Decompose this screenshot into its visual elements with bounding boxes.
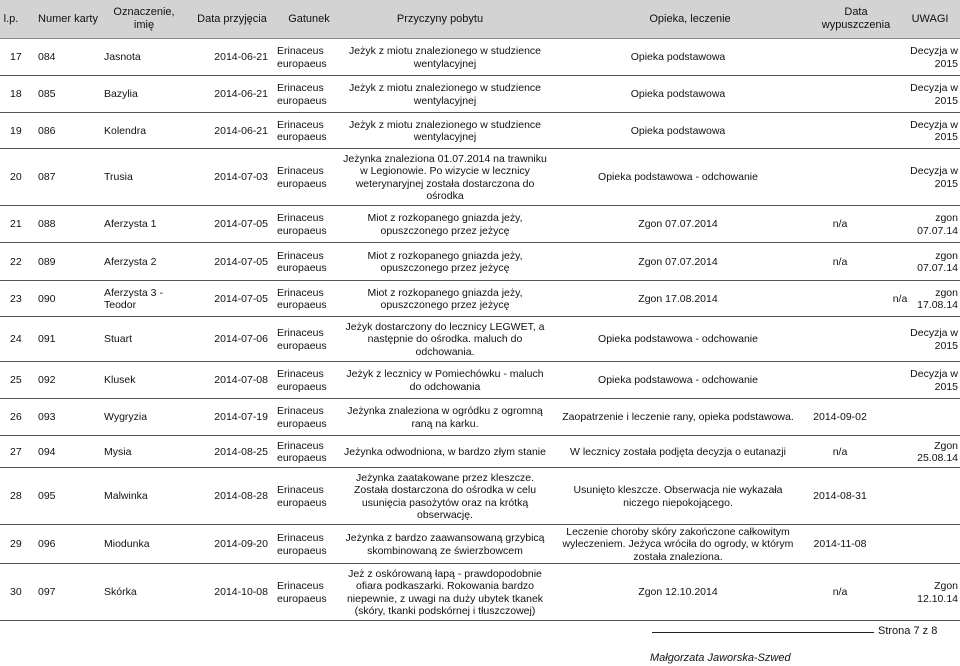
cell-przyczyny: Miot z rozkopanego gniazda jeży, opuszczonego przez jeżycę	[367, 286, 523, 311]
table-row	[0, 564, 960, 621]
cell-opieka: W lecznicy została podjęta decyzja o eutanazji	[570, 445, 786, 458]
cell-przyczyny: Jeżyk z miotu znalezionego w studzience wentylacyjnej	[348, 82, 541, 107]
cell-gatunek: Erinaceus europaeus	[277, 286, 327, 311]
cell-imie: Stuart	[104, 333, 133, 346]
cell-lp: 29	[10, 538, 22, 551]
table-row	[0, 362, 960, 399]
cell-przyczyny: Jeżynka odwodniona, w bardzo złym stanie	[344, 445, 546, 458]
table-row	[0, 206, 960, 243]
cell-numer: 087	[38, 171, 56, 184]
table-row	[0, 113, 960, 149]
cell-uwagi: zgon 17.08.14	[917, 286, 958, 311]
cell-numer: 086	[38, 124, 56, 137]
table-row	[0, 317, 960, 362]
cell-data-wyp	[800, 149, 880, 206]
cell-imie: Bazylia	[104, 88, 138, 101]
cell-lp: 30	[10, 586, 22, 599]
cell-gatunek: Erinaceus europaeus	[277, 580, 327, 605]
cell-przyczyny: Jeżynka z bardzo zaawansowaną grzybicą skombinowaną ze świerzbowcem	[345, 532, 545, 557]
cell-opieka: Opieka podstawowa	[630, 51, 726, 64]
header-przyczyny: Przyczyny pobytu	[396, 12, 484, 25]
cell-lp: 22	[10, 255, 22, 268]
cell-lp: 23	[10, 292, 22, 305]
cell-numer: 088	[38, 218, 56, 231]
cell-data-wyp: n/a	[832, 586, 848, 599]
cell-uwagi: Zgon 12.10.14	[917, 580, 958, 605]
cell-opieka: Opieka podstawowa - odchowanie	[598, 333, 758, 346]
cell-gatunek: Erinaceus europaeus	[277, 439, 327, 464]
table-row	[0, 436, 960, 468]
cell-lp: 19	[10, 124, 22, 137]
cell-imie: Wygryzia	[104, 411, 148, 424]
cell-gatunek: Erinaceus europaeus	[277, 249, 327, 274]
header-lp: l.p.	[3, 12, 19, 25]
cell-data: 2014-09-20	[214, 538, 268, 551]
cell-data: 2014-10-08	[214, 586, 268, 599]
cell-uwagi: zgon 07.07.14	[917, 249, 958, 274]
cell-data-wyp: 2014-11-08	[813, 538, 867, 551]
cell-opieka: Opieka podstawowa	[630, 124, 726, 137]
cell-przyczyny: Jeżyk z miotu znalezionego w studzience wentylacyjnej	[348, 45, 541, 70]
table-row	[0, 399, 960, 436]
cell-lp: 18	[10, 88, 22, 101]
cell-imie: Aferzysta 1	[104, 218, 157, 231]
cell-numer: 090	[38, 292, 56, 305]
header-numer: Numer karty	[38, 12, 98, 25]
footer-rule	[652, 632, 874, 633]
cell-gatunek: Erinaceus europaeus	[277, 45, 327, 70]
cell-imie: Trusia	[104, 171, 133, 184]
cell-data: 2014-07-05	[214, 218, 268, 231]
cell-opieka: Zgon 07.07.2014	[638, 255, 718, 268]
cell-opieka: Zgon 17.08.2014	[638, 292, 718, 305]
cell-przyczyny: Jeżyk z miotu znalezionego w studzience wentylacyjnej	[348, 118, 541, 143]
cell-lp: 24	[10, 333, 22, 346]
cell-lp: 27	[10, 445, 22, 458]
cell-gatunek: Erinaceus europaeus	[277, 327, 327, 352]
cell-przyczyny: Jeżynka znaleziona w ogródku z ogromną raną na karku.	[347, 405, 543, 430]
cell-data: 2014-07-19	[214, 411, 268, 424]
cell-data-wyp	[800, 39, 880, 76]
header-data-wyp: Data wypuszczenia	[821, 6, 891, 31]
cell-przyczyny: Miot z rozkopanego gniazda jeży, opuszczonego przez jeżycę	[367, 212, 523, 237]
cell-gatunek: Erinaceus europaeus	[277, 118, 327, 143]
table-row	[0, 39, 960, 76]
cell-gatunek: Erinaceus europaeus	[277, 368, 327, 393]
table-header	[0, 0, 960, 39]
cell-imie: Klusek	[104, 374, 136, 387]
cell-numer: 084	[38, 51, 56, 64]
cell-uwagi: Decyzja w 2015	[910, 82, 958, 107]
header-gatunek: Gatunek	[288, 12, 330, 25]
cell-przyczyny: Jeżynka znaleziona 01.07.2014 na trawniku w Legionowie. Po wizycie w lecznicy weterynaryjnej została dostarczona do ośrodka	[343, 152, 547, 202]
cell-gatunek: Erinaceus europaeus	[277, 82, 327, 107]
header-opieka: Opieka, leczenie	[649, 12, 731, 25]
cell-data-wyp: n/a	[832, 255, 848, 268]
cell-data-wyp: 2014-09-02	[813, 411, 867, 424]
cell-data-wyp: n/a	[892, 292, 908, 305]
cell-uwagi: Zgon 25.08.14	[917, 439, 958, 464]
cell-imie: Kolendra	[104, 124, 147, 137]
cell-przyczyny: Jeżyk dostarczony do lecznicy LEGWET, a następnie do ośrodka. maluch do odchowania.	[345, 320, 545, 358]
cell-data-wyp: 2014-08-31	[813, 490, 867, 503]
cell-gatunek: Erinaceus europaeus	[277, 532, 327, 557]
cell-gatunek: Erinaceus europaeus	[277, 405, 327, 430]
table-row	[0, 525, 960, 564]
cell-imie: Skórka	[104, 586, 137, 599]
cell-przyczyny: Jeż z oskórowaną łapą - prawdopodobnie ofiara podkaszarki. Rokowania bardzo niepewnie, z uwagi na duży ubytek tkanek (skóry, tkanki podskórnej i tłuszczowej)	[346, 567, 544, 617]
table-row	[0, 243, 960, 281]
cell-data-wyp: n/a	[832, 445, 848, 458]
cell-data-wyp	[800, 362, 880, 399]
cell-przyczyny: Jeżyk z lecznicy w Pomiechówku - maluch do odchowania	[346, 368, 544, 393]
cell-data-wyp	[800, 317, 880, 362]
cell-opieka: Opieka podstawowa	[630, 88, 726, 101]
cell-imie: Jasnota	[104, 51, 141, 64]
cell-opieka: Zgon 07.07.2014	[638, 218, 718, 231]
cell-data: 2014-08-28	[214, 490, 268, 503]
table-row	[0, 149, 960, 206]
cell-numer: 094	[38, 445, 56, 458]
cell-przyczyny: Miot z rozkopanego gniazda jeży, opuszczonego przez jeżycę	[367, 249, 523, 274]
header-data-przyjecia: Data przyjęcia	[197, 12, 267, 25]
cell-data: 2014-07-05	[214, 255, 268, 268]
header-imie: Oznaczenie, imię	[113, 6, 175, 31]
cell-lp: 17	[10, 51, 22, 64]
cell-uwagi: Decyzja w 2015	[910, 118, 958, 143]
cell-uwagi: Decyzja w 2015	[910, 368, 958, 393]
cell-gatunek: Erinaceus europaeus	[277, 212, 327, 237]
cell-numer: 085	[38, 88, 56, 101]
cell-opieka: Leczenie choroby skóry zakończone całkowitym wyleczeniem. Jeżyca wróciła do ogrody, w którym została znaleziona.	[562, 525, 794, 563]
cell-lp: 20	[10, 171, 22, 184]
cell-imie: Mysia	[104, 445, 132, 458]
cell-uwagi: zgon 07.07.14	[917, 212, 958, 237]
cell-data-wyp	[800, 113, 880, 149]
cell-opieka: Opieka podstawowa - odchowanie	[598, 171, 758, 184]
cell-gatunek: Erinaceus europaeus	[277, 484, 327, 509]
cell-uwagi	[896, 468, 958, 525]
cell-numer: 095	[38, 490, 56, 503]
cell-data: 2014-07-05	[214, 292, 268, 305]
cell-data: 2014-08-25	[214, 445, 268, 458]
row-divider	[0, 620, 960, 621]
cell-uwagi: Decyzja w 2015	[910, 45, 958, 70]
cell-data: 2014-07-03	[214, 171, 268, 184]
cell-opieka: Zgon 12.10.2014	[638, 586, 718, 599]
cell-uwagi: Decyzja w 2015	[910, 327, 958, 352]
cell-data: 2014-06-21	[214, 51, 268, 64]
cell-numer: 091	[38, 333, 56, 346]
cell-data-wyp	[800, 76, 880, 113]
cell-opieka: Zaopatrzenie i leczenie rany, opieka podstawowa.	[562, 411, 794, 424]
cell-uwagi: Decyzja w 2015	[910, 165, 958, 190]
cell-imie: Aferzysta 3 - Teodor	[104, 286, 163, 311]
cell-lp: 21	[10, 218, 22, 231]
cell-data: 2014-07-06	[214, 333, 268, 346]
cell-opieka: Opieka podstawowa - odchowanie	[598, 374, 758, 387]
cell-numer: 097	[38, 586, 56, 599]
table-row	[0, 281, 960, 317]
signature: Małgorzata Jaworska-Szwed	[650, 652, 791, 664]
cell-numer: 096	[38, 538, 56, 551]
cell-lp: 25	[10, 374, 22, 387]
cell-lp: 26	[10, 411, 22, 424]
cell-opieka: Usunięto kleszcze. Obserwacja nie wykazała niczego niepokojącego.	[573, 484, 783, 509]
cell-imie: Miodunka	[104, 538, 150, 551]
cell-data: 2014-06-21	[214, 88, 268, 101]
cell-data: 2014-06-21	[214, 124, 268, 137]
cell-imie: Malwinka	[104, 490, 148, 503]
cell-lp: 28	[10, 490, 22, 503]
table-row	[0, 76, 960, 113]
cell-numer: 092	[38, 374, 56, 387]
cell-przyczyny: Jeżynka zaatakowane przez kleszcze. Została dostarczona do ośrodka w celu usunięcia pasożytów oraz na krótką obserwację.	[353, 471, 537, 521]
cell-numer: 093	[38, 411, 56, 424]
table-row	[0, 468, 960, 525]
cell-gatunek: Erinaceus europaeus	[277, 165, 327, 190]
cell-numer: 089	[38, 255, 56, 268]
cell-imie: Aferzysta 2	[104, 255, 157, 268]
cell-data: 2014-07-08	[214, 374, 268, 387]
page-indicator: Strona 7 z 8	[878, 625, 938, 637]
cell-data-wyp: n/a	[832, 218, 848, 231]
cell-uwagi	[896, 525, 958, 564]
cell-uwagi	[896, 399, 958, 436]
header-uwagi: UWAGI	[911, 12, 949, 25]
